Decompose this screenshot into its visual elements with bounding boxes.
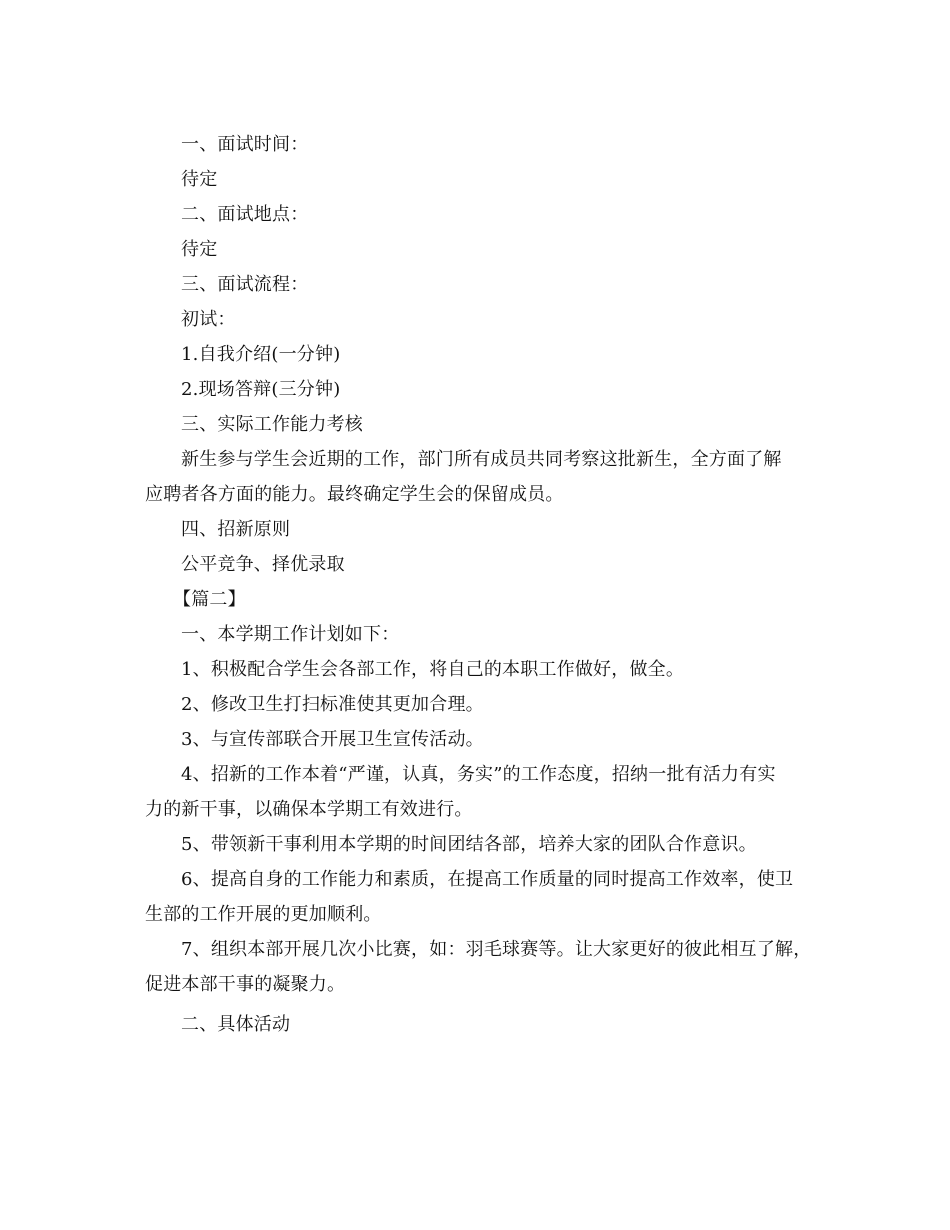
section-title: 【篇二】 xyxy=(173,589,246,610)
paragraph-line: 新生参与学生会近期的工作，部门所有成员共同考察这批新生，全方面了解 xyxy=(181,449,782,470)
list-item: 2、修改卫生打扫标准使其更加合理。 xyxy=(181,694,484,715)
list-item: 1.自我介绍(一分钟) xyxy=(181,344,341,365)
paragraph-line: 生部的工作开展的更加顺利。 xyxy=(145,904,382,925)
heading-interview-location: 二、面试地点： xyxy=(181,204,309,225)
list-item: 7、组织本部开展几次小比赛，如：羽毛球赛等。让大家更好的彼此相互了解， xyxy=(181,939,812,960)
heading-specific-activities: 二、具体活动 xyxy=(181,1014,291,1035)
heading-work-plan: 一、本学期工作计划如下： xyxy=(181,624,400,645)
text-line: 公平竞争、择优录取 xyxy=(181,554,345,575)
list-item: 2.现场答辩(三分钟) xyxy=(181,379,341,400)
paragraph-line: 促进本部干事的凝聚力。 xyxy=(145,974,346,995)
list-item: 3、与宣传部联合开展卫生宣传活动。 xyxy=(181,729,484,750)
text-line: 待定 xyxy=(181,239,218,260)
paragraph-line: 应聘者各方面的能力。最终确定学生会的保留成员。 xyxy=(145,484,564,505)
text-line: 初试： xyxy=(181,309,236,330)
list-item: 4、招新的工作本着“严谨，认真，务实”的工作态度，招纳一批有活力有实 xyxy=(181,764,776,785)
paragraph-line: 力的新干事，以确保本学期工有效进行。 xyxy=(145,799,473,820)
heading-recruitment-principle: 四、招新原则 xyxy=(181,519,291,540)
text-line: 待定 xyxy=(181,169,218,190)
list-item: 1、积极配合学生会各部工作，将自己的本职工作做好，做全。 xyxy=(181,659,685,680)
heading-interview-time: 一、面试时间： xyxy=(181,134,309,155)
heading-interview-process: 三、面试流程： xyxy=(181,274,309,295)
list-item: 6、提高自身的工作能力和素质，在提高工作质量的同时提高工作效率，使卫 xyxy=(181,869,794,890)
heading-work-assessment: 三、实际工作能力考核 xyxy=(181,414,363,435)
list-item: 5、带领新干事利用本学期的时间团结各部，培养大家的团队合作意识。 xyxy=(181,834,757,855)
